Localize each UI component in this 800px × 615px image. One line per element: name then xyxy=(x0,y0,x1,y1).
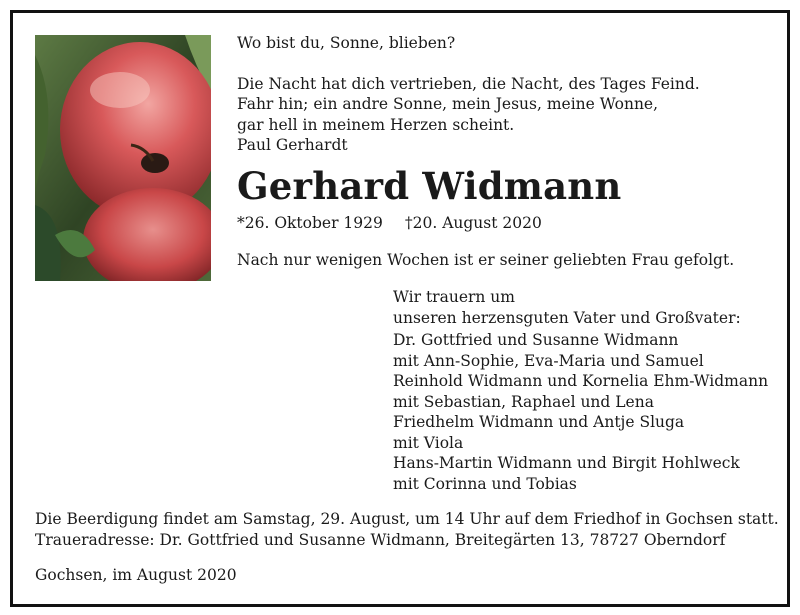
mourner-line: Reinhold Widmann und Kornelia Ehm-Widmann xyxy=(393,372,769,390)
mourners-heading: Wir trauern um xyxy=(393,288,515,306)
mourner-line: mit Ann-Sophie, Eva-Maria und Samuel xyxy=(393,351,704,370)
funeral-info xyxy=(35,509,779,550)
mourning-address: Traueradresse: Dr. Gottfried und Susanne Widmann, Breitegärten 13, 78727 Oberndorf xyxy=(35,530,726,549)
mourner-line: Dr. Gottfried und Susanne Widmann xyxy=(393,331,679,349)
obituary-notice xyxy=(10,10,790,607)
poem-line: gar hell in meinem Herzen scheint. xyxy=(237,115,515,134)
mourner-line: Hans-Martin Widmann und Birgit Hohlweck xyxy=(393,454,740,472)
poem-line: Die Nacht hat dich vertrieben, die Nacht, des Tages Feind. xyxy=(237,74,700,93)
poem-line: Fahr hin; ein andre Sonne, mein Jesus, meine Wonne, xyxy=(237,95,659,113)
poem xyxy=(237,33,700,156)
intro-text: Nach nur wenigen Wochen ist er seiner geliebten Frau gefolgt. xyxy=(237,251,735,269)
poem-line: Wo bist du, Sonne, blieben? xyxy=(237,34,456,52)
mourner-line: mit Viola xyxy=(393,433,464,452)
apple-photo-icon xyxy=(35,35,211,281)
funeral-date: Die Beerdigung findet am Samstag, 29. August, um 14 Uhr auf dem Friedhof in Gochsen statt. xyxy=(35,510,779,528)
death-date: †20. August 2020 xyxy=(404,214,542,232)
mourners-subheading: unseren herzensguten Vater und Großvater: xyxy=(393,308,741,327)
birth-date: *26. Oktober 1929 xyxy=(237,214,383,232)
mourner-line: Friedhelm Widmann und Antje Sluga xyxy=(393,413,685,431)
mourner-line: mit Corinna und Tobias xyxy=(393,474,577,493)
place-date: Gochsen, im August 2020 xyxy=(35,566,237,584)
mourner-line: mit Sebastian, Raphael und Lena xyxy=(393,392,654,411)
mourners-block xyxy=(393,287,768,494)
poem-author: Paul Gerhardt xyxy=(237,136,348,154)
life-dates xyxy=(237,213,542,234)
deceased-name: Gerhard Widmann xyxy=(237,164,622,208)
